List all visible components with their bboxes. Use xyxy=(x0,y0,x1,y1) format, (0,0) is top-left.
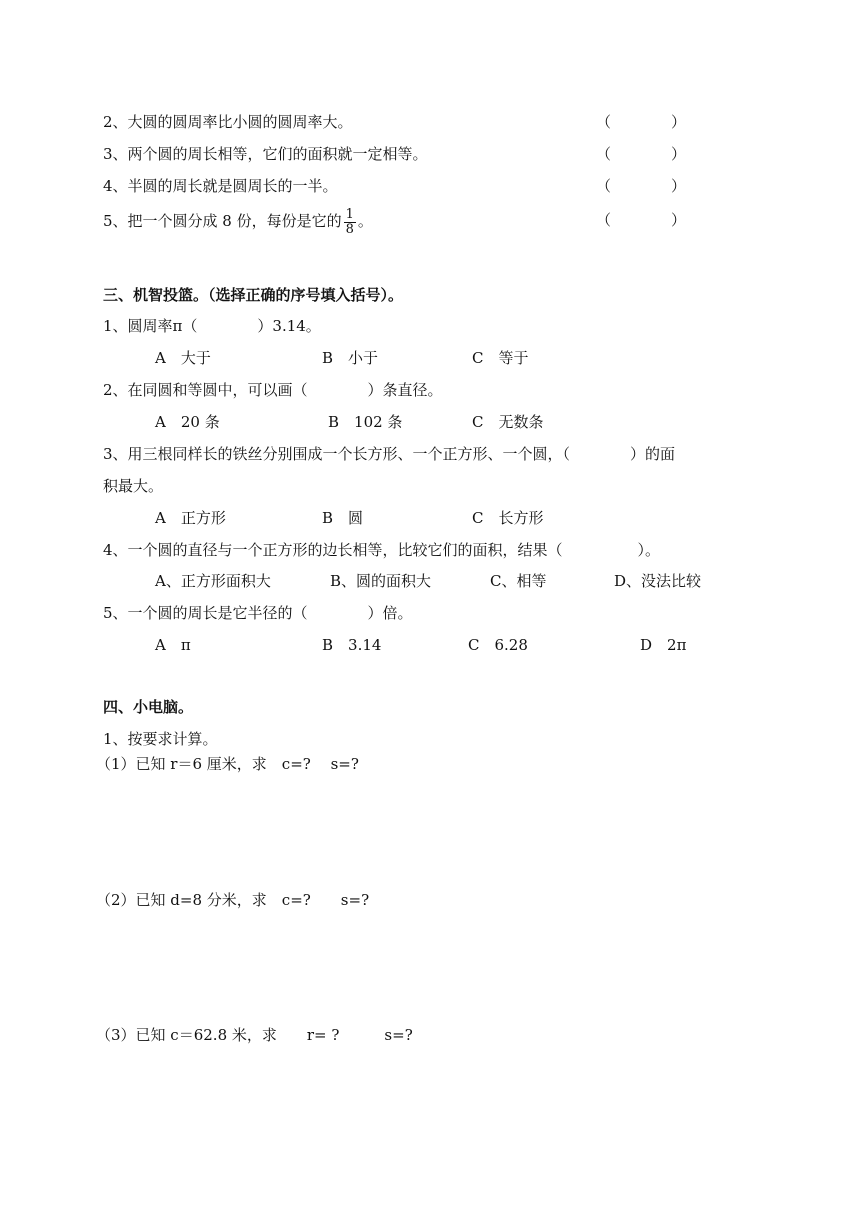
section4-sub1: 1、按要求计算。 xyxy=(103,730,218,748)
q1-stem: 1、圆周率π（ ）3.14。 xyxy=(103,317,321,335)
q1-option-a[interactable]: A 大于 xyxy=(155,349,211,367)
fraction-numerator: 1 xyxy=(345,206,354,222)
q3-stem-line2: 积最大。 xyxy=(103,477,164,495)
judge-paren-3[interactable]: （ ） xyxy=(596,145,687,163)
fraction xyxy=(344,208,356,237)
q1-option-b[interactable]: B 小于 xyxy=(322,349,379,367)
q3-stem-line1: 3、用三根同样长的铁丝分别围成一个长方形、一个正方形、一个圆，（ ）的面 xyxy=(103,445,676,463)
q4-option-d[interactable]: D、没法比较 xyxy=(614,572,702,590)
judge-item-4: 4、半圆的周长就是圆周长的一半。 xyxy=(103,177,338,195)
q4-option-b[interactable]: B、圆的面积大 xyxy=(330,572,432,590)
q5-option-c[interactable]: C 6.28 xyxy=(468,636,528,654)
calc-problem-3: （3）已知 c＝62.8 米，求 r= ? s=? xyxy=(96,1026,413,1044)
judge-item-5 xyxy=(103,206,373,237)
q3-option-c[interactable]: C 长方形 xyxy=(472,509,544,527)
judge-paren-2[interactable]: （ ） xyxy=(596,113,687,131)
q5-option-b[interactable]: B 3.14 xyxy=(322,636,382,654)
q5-option-d[interactable]: D 2π xyxy=(640,636,687,654)
calc-problem-1: （1）已知 r＝6 厘米，求 c=? s=? xyxy=(96,755,359,773)
q4-stem: 4、一个圆的直径与一个正方形的边长相等，比较它们的面积，结果（ ）。 xyxy=(103,541,661,559)
judge-item-2: 2、大圆的圆周率比小圆的圆周率大。 xyxy=(103,113,353,131)
judge-item-5-text: 5、把一个圆分成 8 份，每份是它的 xyxy=(103,212,342,230)
section3-heading: 三、机智投篮。（选择正确的序号填入括号）。 xyxy=(103,286,404,304)
q2-stem: 2、在同圆和等圆中，可以画（ ）条直径。 xyxy=(103,381,443,399)
q1-option-c[interactable]: C 等于 xyxy=(472,349,529,367)
q5-stem: 5、一个圆的周长是它半径的（ ）倍。 xyxy=(103,604,413,622)
q4-option-a[interactable]: A、正方形面积大 xyxy=(155,572,271,590)
q4-option-c[interactable]: C、相等 xyxy=(490,572,547,590)
q2-option-b[interactable]: B 102 条 xyxy=(328,413,403,431)
judge-item-3: 3、两个圆的周长相等，它们的面积就一定相等。 xyxy=(103,145,428,163)
section4-heading: 四、小电脑。 xyxy=(103,698,194,716)
judge-item-5-end: 。 xyxy=(357,212,373,230)
fraction-denominator: 8 xyxy=(345,221,354,237)
q3-option-a[interactable]: A 正方形 xyxy=(155,509,226,527)
q2-option-c[interactable]: C 无数条 xyxy=(472,413,544,431)
judge-paren-4[interactable]: （ ） xyxy=(596,177,687,195)
calc-problem-2: （2）已知 d=8 分米，求 c=? s=? xyxy=(96,891,370,909)
judge-paren-5[interactable]: （ ） xyxy=(596,211,687,229)
q5-option-a[interactable]: A π xyxy=(155,636,191,654)
q2-option-a[interactable]: A 20 条 xyxy=(155,413,220,431)
q3-option-b[interactable]: B 圆 xyxy=(322,509,364,527)
